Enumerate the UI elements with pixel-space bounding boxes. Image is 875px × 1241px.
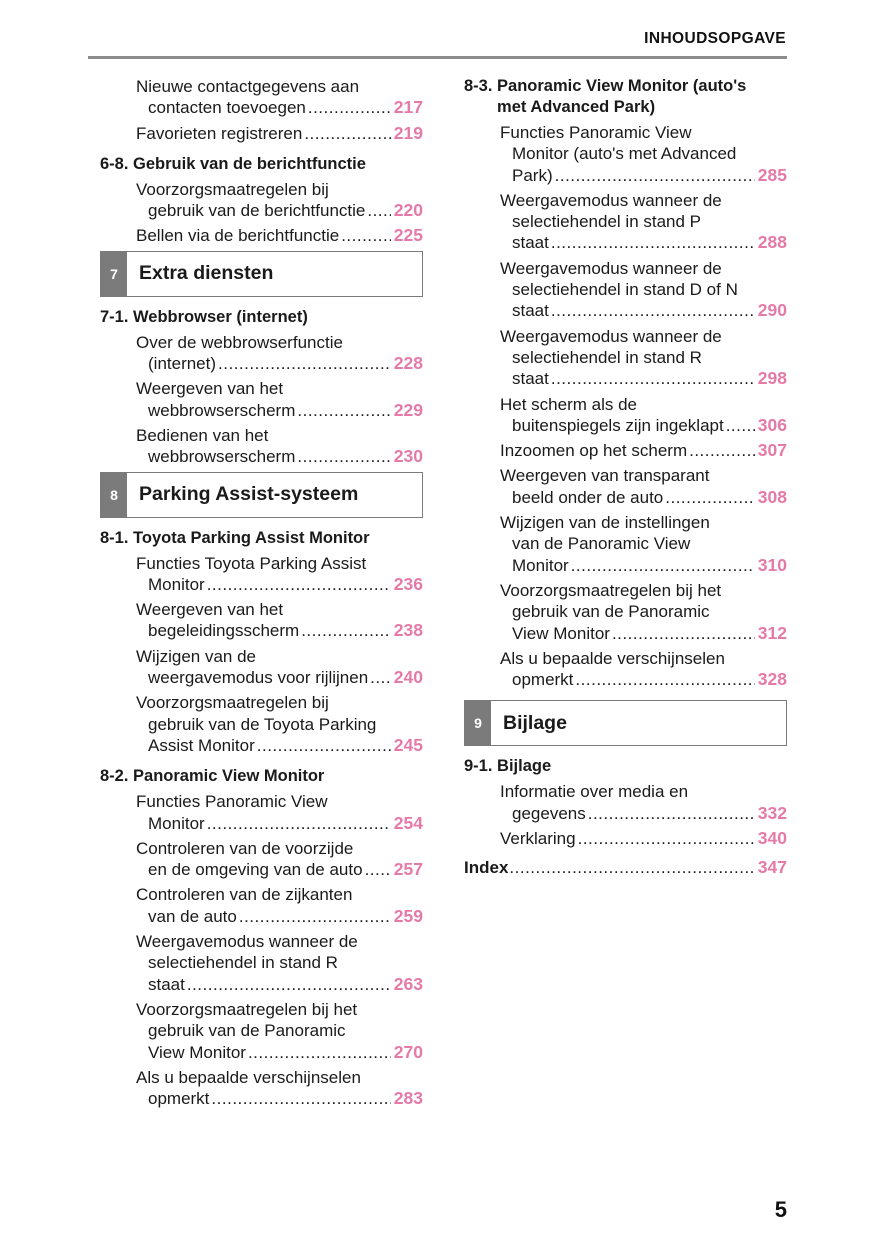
toc-entry[interactable] bbox=[100, 425, 423, 468]
toc-entry[interactable] bbox=[100, 225, 423, 246]
entry-last-line bbox=[136, 225, 423, 246]
dot-leader bbox=[370, 667, 391, 688]
dot-leader bbox=[248, 1042, 391, 1063]
entry-text-line: Informatie over media en bbox=[500, 782, 689, 802]
page-reference: 225 bbox=[393, 225, 423, 246]
page-reference: 312 bbox=[757, 622, 787, 643]
section-title: Panoramic View Monitor bbox=[133, 767, 325, 786]
page-reference: 306 bbox=[757, 414, 787, 435]
entry-last-line bbox=[136, 97, 423, 118]
section-number: 7-1. bbox=[100, 307, 134, 326]
toc-entry[interactable] bbox=[100, 838, 423, 881]
page-reference: 308 bbox=[757, 486, 787, 507]
entry-text-line: Over de webbrowserfunctie bbox=[136, 332, 343, 352]
entry-text-line: Voorzorgsmaatregelen bij bbox=[136, 179, 329, 199]
entry-text-line: Favorieten registreren bbox=[136, 123, 303, 143]
entry-last-line bbox=[500, 669, 787, 690]
toc-entry[interactable] bbox=[100, 76, 423, 119]
chapter-7-banner[interactable] bbox=[100, 251, 423, 297]
entry-text-line: Park) bbox=[512, 165, 553, 185]
page-reference: 340 bbox=[757, 828, 787, 849]
toc-entry[interactable] bbox=[100, 791, 423, 834]
entry-text-line: Als u bepaalde verschijnselen bbox=[500, 648, 725, 668]
entry-last-line bbox=[500, 803, 787, 824]
toc-entry[interactable] bbox=[464, 122, 787, 186]
entry-last-line bbox=[500, 368, 787, 389]
dot-leader bbox=[612, 623, 755, 644]
page-header-title: INHOUDSOPGAVE bbox=[644, 30, 786, 47]
entry-last-line bbox=[500, 555, 787, 576]
section-title: Toyota Parking Assist Monitor bbox=[133, 528, 370, 547]
entry-text-line: staat bbox=[148, 974, 185, 994]
entry-last-line bbox=[136, 446, 423, 467]
section-number: 9-1. bbox=[464, 757, 498, 776]
dot-leader bbox=[207, 574, 391, 595]
entry-last-line bbox=[136, 400, 423, 421]
entry-text-line: gebruik van de Panoramic bbox=[148, 1021, 346, 1041]
toc-entry-index[interactable] bbox=[464, 857, 787, 878]
entry-last-line bbox=[500, 440, 787, 461]
toc-entry[interactable] bbox=[100, 553, 423, 596]
toc-entry[interactable] bbox=[464, 465, 787, 508]
toc-entry[interactable] bbox=[100, 646, 423, 689]
section-heading-8-3[interactable] bbox=[464, 76, 787, 118]
toc-entry-group bbox=[100, 179, 423, 247]
entry-text-line: selectiehendel in stand P bbox=[512, 212, 702, 232]
entry-last-line bbox=[136, 813, 423, 834]
entry-last-line bbox=[500, 487, 787, 508]
page-reference: 228 bbox=[393, 353, 423, 374]
page-reference: 257 bbox=[393, 859, 423, 880]
section-number: 8-2. bbox=[100, 767, 134, 786]
entry-text-line: Wijzigen van de instellingen bbox=[500, 513, 710, 533]
entry-text-line: Inzoomen op het scherm bbox=[500, 441, 688, 461]
entry-last-line bbox=[500, 828, 787, 849]
entry-last-line bbox=[500, 165, 787, 186]
dot-leader bbox=[301, 620, 391, 641]
dot-leader bbox=[365, 859, 391, 880]
section-title bbox=[497, 76, 787, 118]
page-reference: 288 bbox=[757, 232, 787, 253]
page-reference: 307 bbox=[757, 440, 787, 461]
entry-text-line: Voorzorgsmaatregelen bij het bbox=[136, 999, 358, 1019]
entry-last-line bbox=[136, 735, 423, 756]
entry-text-line: View Monitor bbox=[512, 623, 610, 643]
entry-last-line bbox=[136, 1088, 423, 1109]
toc-entry[interactable] bbox=[464, 512, 787, 576]
entry-text-line: selectiehendel in stand R bbox=[148, 953, 338, 973]
chapter-number-tab: 7 bbox=[101, 252, 127, 296]
entry-text-line: Weergeven van het bbox=[136, 379, 284, 399]
entry-last-line bbox=[500, 623, 787, 644]
entry-text-line: Wijzigen van de bbox=[136, 646, 257, 666]
section-number: 8-1. bbox=[100, 528, 134, 547]
section-heading-8-1[interactable] bbox=[100, 528, 423, 549]
entry-last-line bbox=[136, 574, 423, 595]
chapter-title: Bijlage bbox=[503, 711, 567, 734]
entry-text-line: Functies Toyota Parking Assist bbox=[136, 553, 367, 573]
entry-text-line: webbrowserscherm bbox=[148, 400, 296, 420]
entry-text-line: Nieuwe contactgegevens aan bbox=[136, 77, 360, 96]
entry-text-line: Monitor bbox=[512, 555, 569, 575]
page-reference: 298 bbox=[757, 368, 787, 389]
entry-text-line: gebruik van de Panoramic bbox=[512, 602, 710, 622]
toc-entry[interactable] bbox=[464, 580, 787, 644]
entry-text-line: Controleren van de voorzijde bbox=[136, 838, 354, 858]
entry-text-line: begeleidingsscherm bbox=[148, 621, 300, 641]
toc-entry[interactable] bbox=[464, 190, 787, 254]
page-reference: 285 bbox=[757, 164, 787, 185]
section-title-line: Panoramic View Monitor (auto's bbox=[497, 77, 747, 95]
entry-text-line: Weergeven van transparant bbox=[500, 466, 710, 486]
entry-text-line: Monitor (auto's met Advanced bbox=[512, 144, 737, 164]
index-label: Index bbox=[464, 858, 509, 878]
dot-leader bbox=[257, 735, 391, 756]
entry-text-line: Als u bepaalde verschijnselen bbox=[136, 1067, 361, 1087]
toc-entry-group bbox=[464, 781, 787, 849]
toc-right-column bbox=[464, 76, 787, 878]
page-reference: 230 bbox=[393, 446, 423, 467]
entry-text-line: opmerkt bbox=[148, 1089, 210, 1109]
dot-leader bbox=[207, 813, 391, 834]
chapter-9-banner[interactable] bbox=[464, 700, 787, 746]
entry-text-line: Weergavemodus wanneer de bbox=[500, 258, 722, 278]
section-title-line: met Advanced Park) bbox=[497, 98, 656, 116]
toc-entry[interactable] bbox=[464, 258, 787, 322]
entry-text-line: Monitor bbox=[148, 574, 205, 594]
dot-leader bbox=[308, 97, 391, 118]
entry-last-line bbox=[136, 667, 423, 688]
page-reference: 290 bbox=[757, 300, 787, 321]
section-title: Webbrowser (internet) bbox=[133, 307, 308, 326]
dot-leader bbox=[297, 400, 390, 421]
toc-entry-group bbox=[100, 332, 423, 468]
toc-entry[interactable] bbox=[100, 1067, 423, 1110]
entry-text-line: gebruik van de Toyota Parking bbox=[148, 714, 377, 734]
dot-leader bbox=[575, 669, 754, 690]
page-reference: 245 bbox=[393, 734, 423, 755]
section-title: Bijlage bbox=[497, 757, 552, 776]
page-reference: 229 bbox=[393, 399, 423, 420]
entry-text-line: Bedienen van het bbox=[136, 425, 269, 445]
chapter-number-tab: 8 bbox=[101, 473, 127, 517]
toc-entry[interactable] bbox=[100, 692, 423, 756]
entry-text-line: beeld onder de auto bbox=[512, 487, 664, 507]
page-reference: 240 bbox=[393, 667, 423, 688]
toc-entry[interactable] bbox=[464, 828, 787, 849]
chapter-title: Extra diensten bbox=[139, 262, 274, 285]
toc-entry[interactable] bbox=[100, 378, 423, 421]
page-reference: 310 bbox=[757, 554, 787, 575]
dot-leader bbox=[551, 232, 755, 253]
entry-text-line: gegevens bbox=[512, 803, 586, 823]
entry-text-line: Weergavemodus wanneer de bbox=[500, 326, 722, 346]
entry-last-line bbox=[136, 200, 423, 221]
dot-leader bbox=[588, 803, 755, 824]
entry-last-line bbox=[136, 859, 423, 880]
toc-entry[interactable] bbox=[100, 884, 423, 927]
dot-leader bbox=[578, 828, 755, 849]
page-reference: 219 bbox=[393, 122, 423, 143]
page-reference: 347 bbox=[757, 857, 787, 878]
dot-leader bbox=[239, 906, 391, 927]
toc-entry[interactable] bbox=[464, 781, 787, 824]
entry-last-line bbox=[136, 123, 423, 144]
entry-text-line: weergavemodus voor rijlijnen bbox=[148, 668, 369, 688]
page-reference: 263 bbox=[393, 973, 423, 994]
section-heading-7-1[interactable] bbox=[100, 307, 423, 328]
entry-text-line: opmerkt bbox=[512, 670, 574, 690]
entry-last-line bbox=[136, 620, 423, 641]
entry-text-line: Monitor bbox=[148, 813, 205, 833]
entry-text-line: selectiehendel in stand R bbox=[512, 347, 702, 367]
section-heading-6-8[interactable] bbox=[100, 154, 423, 175]
chapter-number-tab: 9 bbox=[465, 701, 491, 745]
toc-entry[interactable] bbox=[464, 440, 787, 461]
entry-text-line: Voorzorgsmaatregelen bij het bbox=[500, 580, 722, 600]
dot-leader bbox=[689, 440, 755, 461]
page-reference: 328 bbox=[757, 669, 787, 690]
entry-last-line bbox=[136, 353, 423, 374]
entry-text-line: gebruik van de berichtfunctie bbox=[148, 201, 366, 221]
toc-entry-group bbox=[100, 553, 423, 757]
toc-left-column bbox=[100, 76, 423, 1113]
entry-text-line: staat bbox=[512, 301, 549, 321]
toc-entry[interactable] bbox=[464, 648, 787, 691]
entry-last-line bbox=[136, 906, 423, 927]
entry-text-line: Verklaring bbox=[500, 829, 576, 849]
entry-text-line: View Monitor bbox=[148, 1042, 246, 1062]
toc-entry[interactable] bbox=[464, 394, 787, 437]
entry-text-line: van de auto bbox=[148, 906, 237, 926]
entry-text-line: Voorzorgsmaatregelen bij bbox=[136, 693, 329, 713]
dot-leader bbox=[509, 857, 754, 878]
entry-text-line: Bellen via de berichtfunctie bbox=[136, 226, 340, 246]
dot-leader bbox=[187, 974, 391, 995]
header-divider bbox=[88, 56, 787, 59]
page-number: 5 bbox=[774, 1197, 787, 1222]
toc-entry-group bbox=[464, 122, 787, 690]
dot-leader bbox=[665, 487, 755, 508]
section-heading-9-1[interactable] bbox=[464, 756, 787, 777]
section-number: 6-8. bbox=[100, 154, 134, 173]
entry-text-line: (internet) bbox=[148, 354, 217, 374]
page-reference: 259 bbox=[393, 905, 423, 926]
entry-last-line bbox=[500, 232, 787, 253]
toc-entry[interactable] bbox=[100, 931, 423, 995]
page-reference: 332 bbox=[757, 802, 787, 823]
page-reference: 220 bbox=[393, 200, 423, 221]
entry-text-line: staat bbox=[512, 233, 549, 253]
dot-leader bbox=[571, 555, 755, 576]
entry-text-line: van de Panoramic View bbox=[512, 534, 691, 554]
chapter-8-banner[interactable] bbox=[100, 472, 423, 518]
page-reference: 238 bbox=[393, 620, 423, 641]
toc-entry[interactable] bbox=[100, 599, 423, 642]
section-heading-8-2[interactable] bbox=[100, 766, 423, 787]
entry-text-line: buitenspiegels zijn ingeklapt bbox=[512, 415, 724, 435]
entry-text-line: Weergeven van het bbox=[136, 600, 284, 620]
page-reference: 270 bbox=[393, 1041, 423, 1062]
dot-leader bbox=[726, 415, 755, 436]
page-reference: 236 bbox=[393, 573, 423, 594]
dot-leader bbox=[555, 165, 755, 186]
entry-last-line bbox=[500, 300, 787, 321]
entry-text-line: contacten toevoegen bbox=[148, 98, 306, 118]
section-number: 8-3. bbox=[464, 77, 498, 95]
dot-leader bbox=[304, 123, 390, 144]
entry-text-line: selectiehendel in stand D of N bbox=[512, 280, 738, 300]
chapter-title: Parking Assist-systeem bbox=[139, 483, 359, 506]
dot-leader bbox=[211, 1088, 390, 1109]
entry-last-line bbox=[136, 1042, 423, 1063]
toc-entry[interactable] bbox=[100, 999, 423, 1063]
entry-last-line bbox=[500, 415, 787, 436]
toc-entry[interactable] bbox=[100, 332, 423, 375]
entry-text-line: Controleren van de zijkanten bbox=[136, 885, 353, 905]
entry-text-line: Weergavemodus wanneer de bbox=[136, 932, 358, 952]
toc-entry[interactable] bbox=[100, 123, 423, 144]
entry-text-line: Weergavemodus wanneer de bbox=[500, 190, 722, 210]
entry-text-line: staat bbox=[512, 369, 549, 389]
page-reference: 283 bbox=[393, 1088, 423, 1109]
entry-text-line: en de omgeving van de auto bbox=[148, 860, 363, 880]
page-reference: 217 bbox=[393, 97, 423, 118]
toc-entry-group bbox=[100, 76, 423, 144]
section-title: Gebruik van de berichtfunctie bbox=[133, 154, 366, 173]
entry-text-line: Het scherm als de bbox=[500, 394, 637, 414]
entry-text-line: Functies Panoramic View bbox=[500, 123, 692, 142]
toc-entry[interactable] bbox=[464, 326, 787, 390]
toc-entry[interactable] bbox=[100, 179, 423, 222]
dot-leader bbox=[341, 225, 391, 246]
entry-last-line bbox=[136, 974, 423, 995]
entry-text-line: webbrowserscherm bbox=[148, 447, 296, 467]
dot-leader bbox=[367, 200, 390, 221]
dot-leader bbox=[218, 353, 391, 374]
dot-leader bbox=[551, 300, 755, 321]
dot-leader bbox=[551, 368, 755, 389]
dot-leader bbox=[297, 446, 390, 467]
toc-entry-group bbox=[100, 791, 423, 1109]
entry-text-line: Functies Panoramic View bbox=[136, 792, 328, 812]
entry-text-line: Assist Monitor bbox=[148, 735, 255, 755]
page-reference: 254 bbox=[393, 812, 423, 833]
